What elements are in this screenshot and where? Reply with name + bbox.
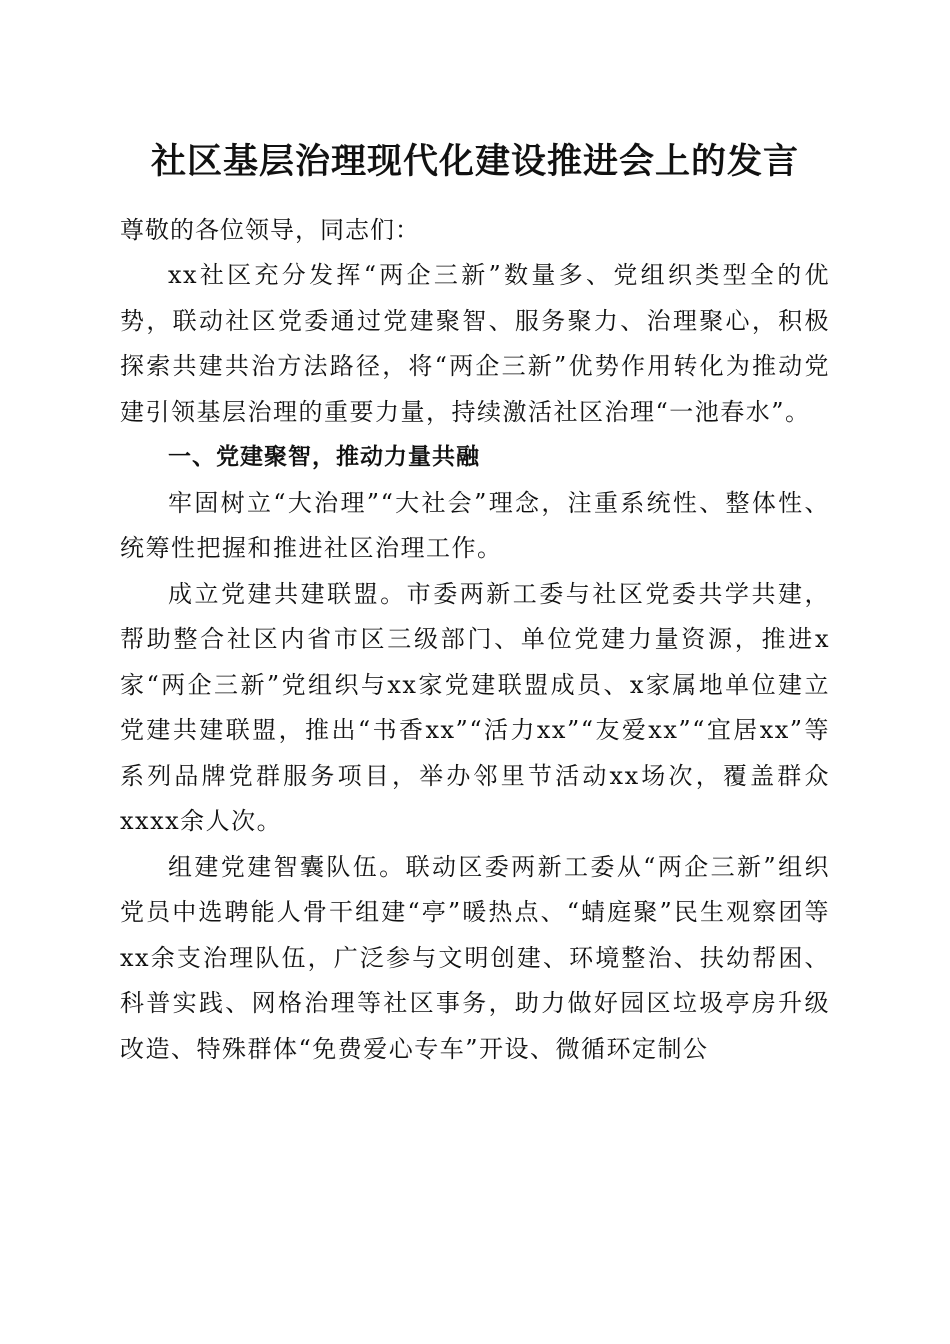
- section-heading: 一、党建聚智，推动力量共融: [168, 444, 480, 470]
- intro-paragraph: xx社区充分发挥“两企三新”数量多、党组织类型全的优势，联动社区党委通过党建聚智、服务聚力、治理聚心，积极探索共建共治方法路径，将“两企三新”优势作用转化为推动党建引领基层治理的重要力量，持续激活社区治理“一池春水”。: [120, 261, 830, 426]
- salutation: 尊敬的各位领导，同志们：: [120, 216, 420, 244]
- document-title: 社区基层治理现代化建设推进会上的发言: [150, 141, 799, 182]
- section-paragraph-1: 牢固树立“大治理”“大社会”理念，注重系统性、整体性、统筹性把握和推进社区治理工作。: [120, 488, 830, 562]
- document-body: [120, 208, 830, 1072]
- section-paragraph-2: 成立党建共建联盟。市委两新工委与社区党委共学共建，帮助整合社区内省市区三级部门、单位党建力量资源，推进x家“两企三新”党组织与xx家党建联盟成员、x家属地单位建立党建共建联盟，推出“书香xx”“活力xx”“友爱xx”“宜居xx”等系列品牌党群服务项目，举办邻里节活动xx场次，覆盖群众xxxx余人次。: [120, 579, 830, 835]
- section-paragraph-3: 组建党建智囊队伍。联动区委两新工委从“两企三新”组织党员中选聘能人骨干组建“亭”暖热点、“蜻庭聚”民生观察团等xx余支治理队伍，广泛参与文明创建、环境整治、扶幼帮困、科普实践、网格治理等社区事务，助力做好园区垃圾亭房升级改造、特殊群体“免费爱心专车”开设、微循环定制公: [120, 852, 830, 1063]
